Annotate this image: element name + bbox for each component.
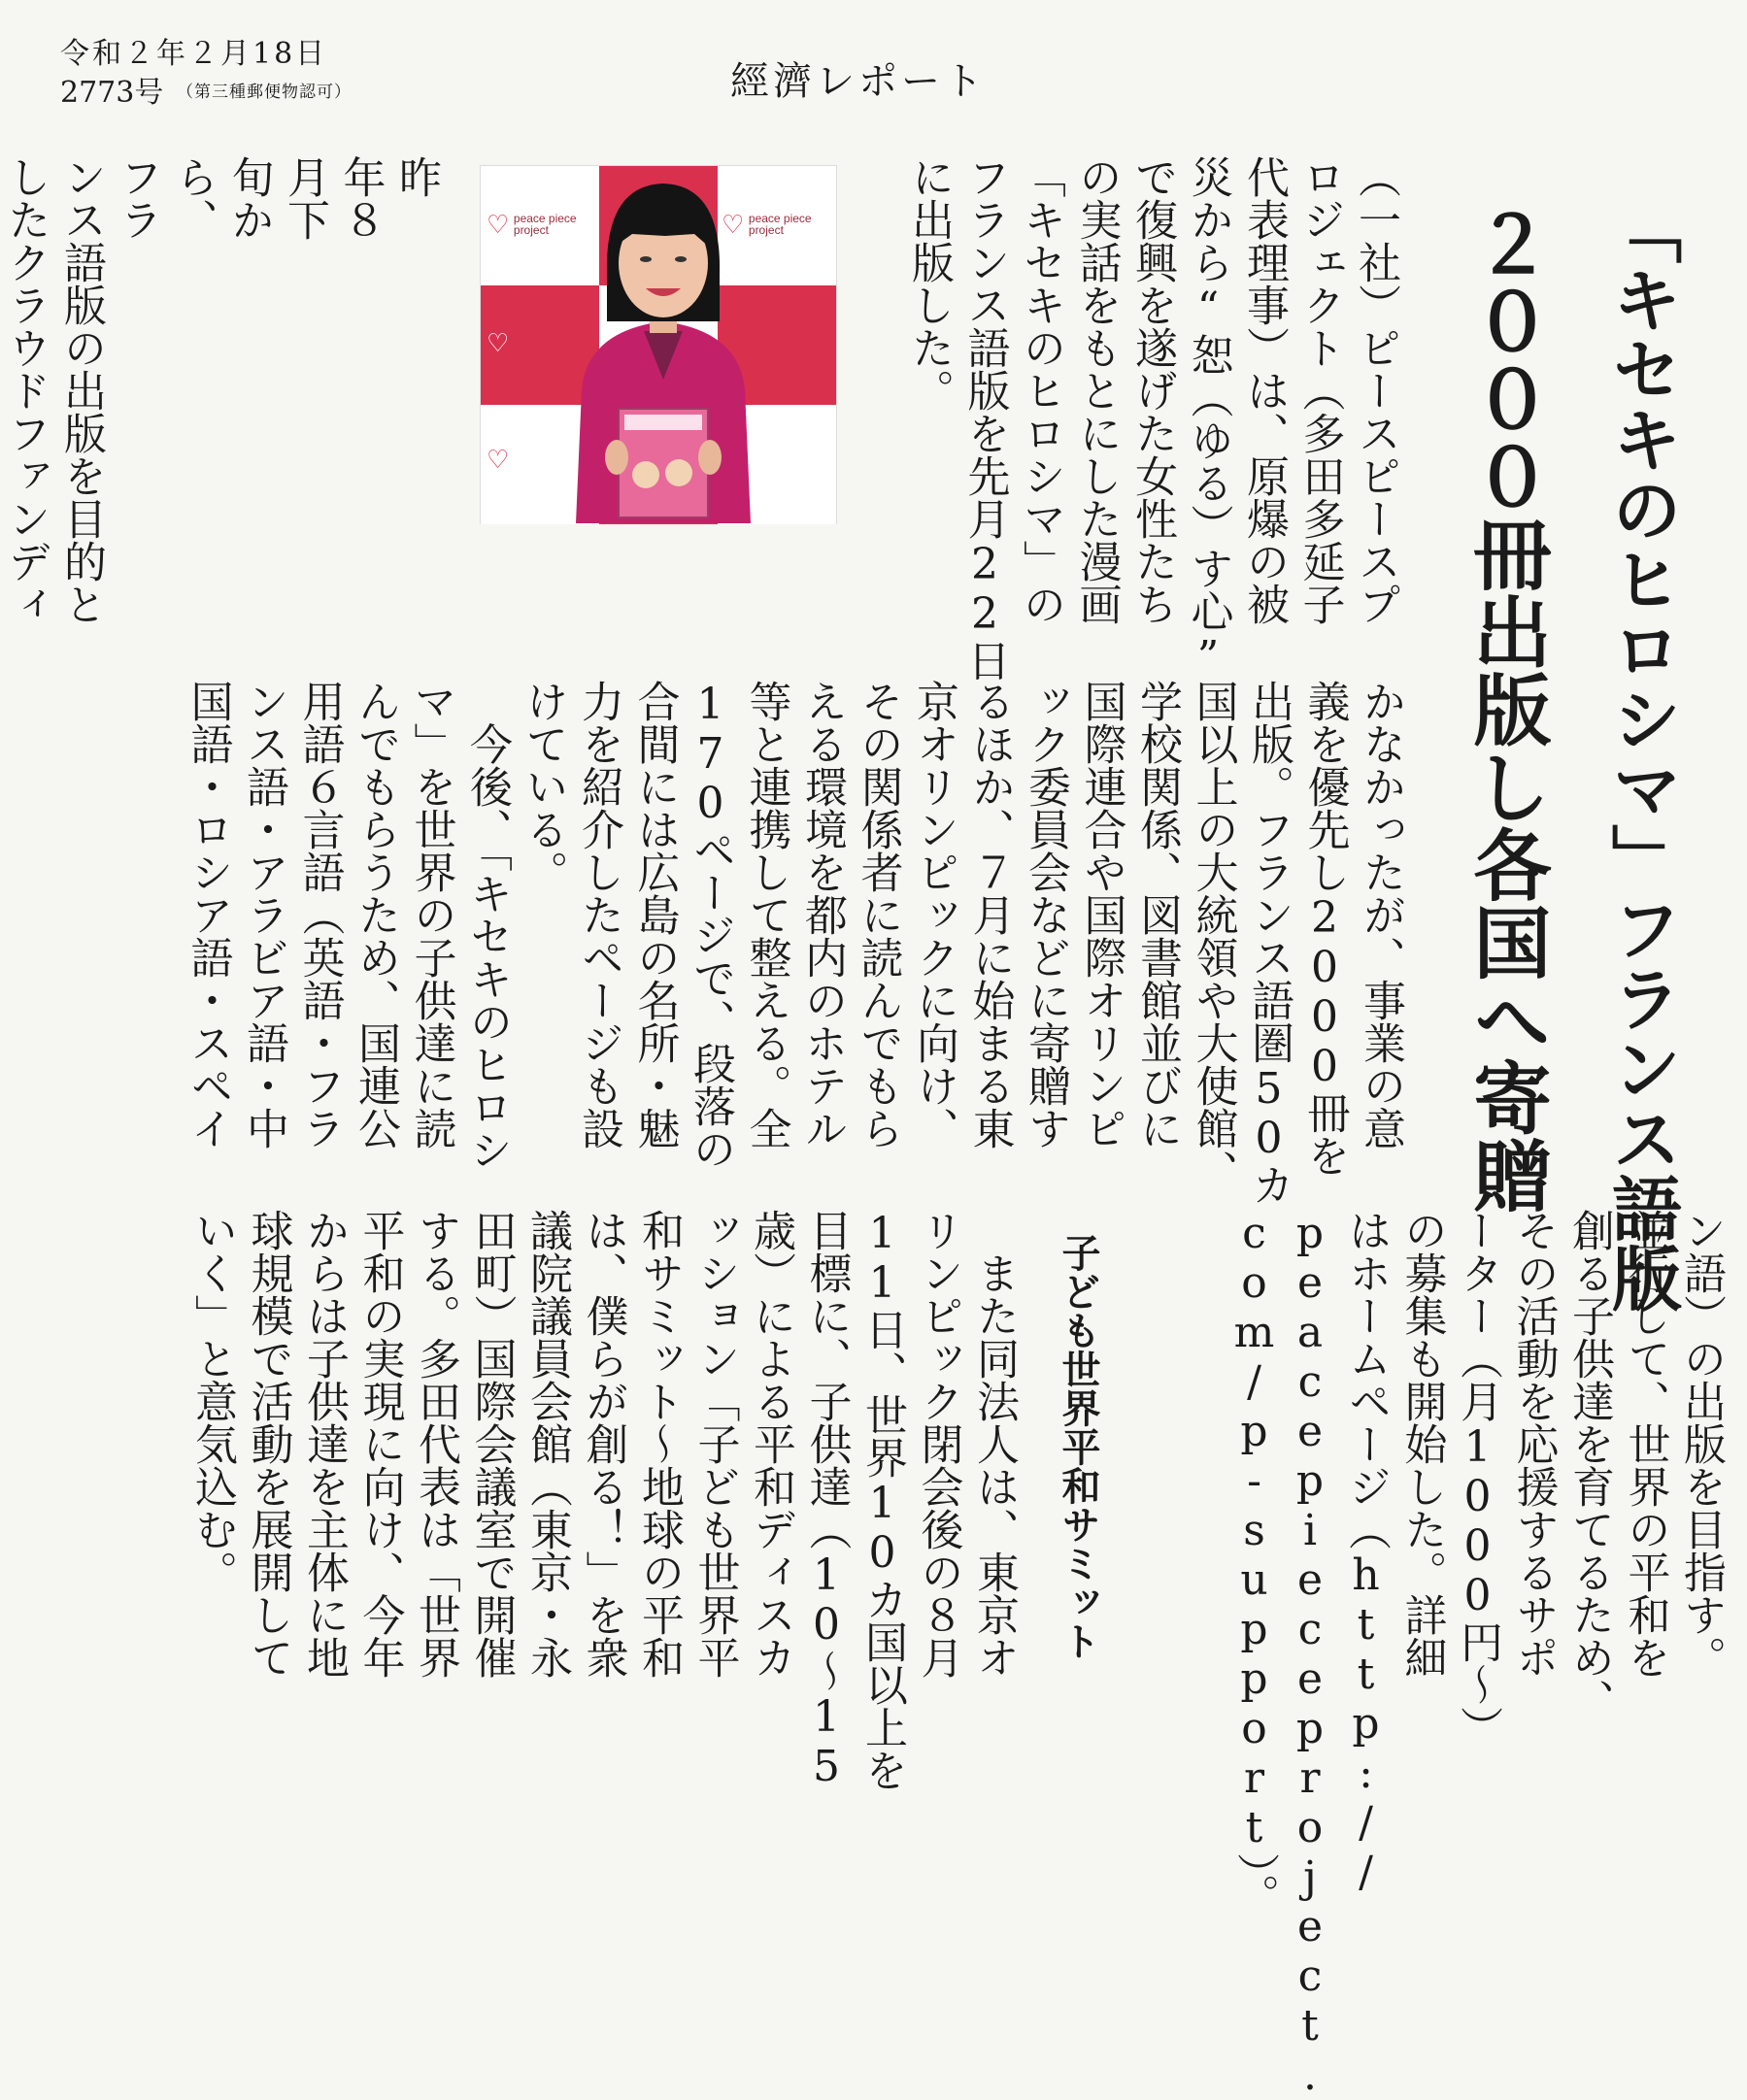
article-subhead: ２０００冊出版し各国へ寄贈 bbox=[1461, 204, 1551, 1214]
heart-icon: ♡ bbox=[487, 328, 510, 357]
heart-icon: ♡ bbox=[722, 210, 745, 239]
subsection-heading: 子ども世界平和サミット bbox=[1056, 1233, 1100, 1660]
logo-text: peace piece project bbox=[513, 212, 577, 237]
logo-text: peace piece project bbox=[748, 212, 812, 237]
peace-piece-logo bbox=[487, 445, 510, 474]
article-paragraph-2: 昨 年８ 月下 旬か ら、 フラ ンス語版の出版を目的と したクラウドファンディ bbox=[0, 155, 441, 625]
peace-piece-logo bbox=[487, 328, 510, 357]
article-paragraph-1: （一社）ピースピースプ ロジェクト（多田多延子 代表理事）は、原爆の被 災から“恕（ゆる）す心” で復興を遂げた女性たち の実話をもとにした漫画 「キセキのヒロシマ」の フランス語版を先月22日 に出版した。 bbox=[904, 155, 1400, 682]
section-title: 經濟レポート bbox=[730, 59, 987, 104]
article-paragraph-3: かなかったが、事業の意 義を優先し2000冊を 出版。フランス語圏50カ 国以上の大統領や大使館、 学校関係、図書館並びに 国際連合や国際オリンピ ック委員会などに寄贈す るほか、７月に始まる東 京オリンピックに向け、 その関係者に読んでもら える環境を都内のホテル 等と連携して整える。全 170ページで、段落の 合間には広島の名所・魅 力を紹介したページも設 けている。 今後、「キセキのヒロシ マ」を世界の子供達に読 んでもらうため、国連公 用語６言語（英語・フラ ンス語・アラビア語・中 国語・ロシア語・スペイ bbox=[183, 680, 1405, 1206]
heart-icon: ♡ bbox=[487, 210, 510, 239]
article-photo bbox=[480, 165, 837, 524]
article-paragraph-5: また同法人は、東京オ リンピック閉会後の８月 11日、世界10カ国以上を 目標に、子供達（10〜15 歳）による平和ディスカ ッション「子ども世界平 和サミット〜地球の平和 は、僕らが創る！」を衆 議院議員会館（東京・永 田町）国際会議室で開催 する。多田代表は「世界 平和の実現に向け、今年 からは子供達を主体に地 球規模で活動を展開して いく」と意気込む。 bbox=[187, 1209, 1019, 1791]
issue-number: 2773号 bbox=[60, 76, 164, 110]
woman-holding-book bbox=[549, 166, 778, 523]
postal-permit: （第三種郵便物認可） bbox=[177, 83, 352, 102]
heart-icon: ♡ bbox=[487, 445, 510, 474]
article-paragraph-4: ン語）の出版を目指す。 並行して、世界の平和を 創る子供達を育てるため、 その活動を応援するサポ ーター（月1000円〜） の募集も開始した。詳細 はホームページ（http:// peacepieceproject. com/p-support）。 bbox=[1229, 1209, 1726, 2100]
article-headline: 「キセキのヒロシマ」フランス語版 bbox=[1600, 194, 1682, 1313]
issue-date: 令和２年２月18日 bbox=[60, 37, 328, 71]
